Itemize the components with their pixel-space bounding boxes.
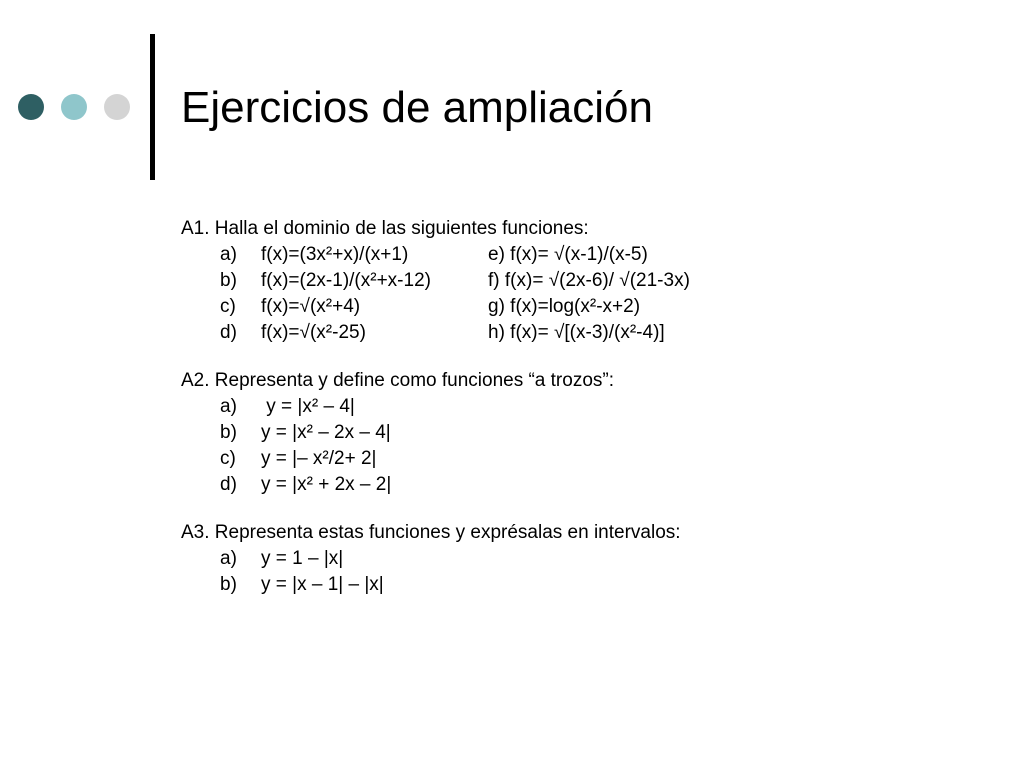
item-expression: y = |x² – 2x – 4| [261, 422, 391, 443]
item-letter: b) [220, 270, 237, 291]
exercise-row [181, 572, 1001, 598]
item-expression: f(x)=(2x-1)/(x²+x-12) [261, 270, 431, 291]
section-a3 [181, 520, 1001, 598]
item-expression-right: e) f(x)= √(x-1)/(x-5) [488, 244, 648, 265]
exercise-row [181, 446, 1001, 472]
exercise-row [181, 420, 1001, 446]
item-expression: f(x)=√(x²-25) [261, 322, 366, 343]
slide-content [181, 216, 1001, 598]
item-letter: c) [220, 296, 236, 317]
section-a1 [181, 216, 1001, 346]
section-spacer [181, 346, 1001, 368]
exercise-row [181, 394, 1001, 420]
section-heading: A3. Representa estas funciones y exprésalas en intervalos: [181, 522, 681, 543]
exercise-row [181, 294, 1001, 320]
slide-title: Ejercicios de ampliación [181, 83, 653, 132]
item-expression-right: f) f(x)= √(2x-6)/ √(21-3x) [488, 270, 690, 291]
item-expression: y = 1 – |x| [261, 548, 344, 569]
item-expression: f(x)=√(x²+4) [261, 296, 361, 317]
bullet-dot-gray [104, 94, 130, 120]
item-letter: d) [220, 322, 237, 343]
exercise-row [181, 546, 1001, 572]
section-spacer [181, 498, 1001, 520]
item-expression: y = |x² + 2x – 2| [261, 474, 392, 495]
item-letter: b) [220, 574, 237, 595]
exercise-row [181, 268, 1001, 294]
item-letter: b) [220, 422, 237, 443]
item-letter: c) [220, 448, 236, 469]
item-expression-right: h) f(x)= √[(x-3)/(x²-4)] [488, 322, 665, 343]
section-heading: A1. Halla el dominio de las siguientes funciones: [181, 218, 589, 239]
exercise-row [181, 242, 1001, 268]
item-letter: d) [220, 474, 237, 495]
exercise-row [181, 320, 1001, 346]
bullet-dot-light [61, 94, 87, 120]
item-expression: f(x)=(3x²+x)/(x+1) [261, 244, 409, 265]
item-expression: y = |x – 1| – |x| [261, 574, 384, 595]
title-divider-bar [150, 34, 155, 180]
item-expression: y = |– x²/2+ 2| [261, 448, 377, 469]
item-letter: a) [220, 244, 237, 265]
section-heading: A2. Representa y define como funciones “a trozos”: [181, 370, 615, 391]
item-expression-right: g) f(x)=log(x²-x+2) [488, 296, 641, 317]
item-expression: y = |x² – 4| [261, 396, 355, 417]
exercise-row [181, 472, 1001, 498]
section-a2 [181, 368, 1001, 498]
item-letter: a) [220, 548, 237, 569]
item-letter: a) [220, 396, 237, 417]
bullet-dot-dark [18, 94, 44, 120]
